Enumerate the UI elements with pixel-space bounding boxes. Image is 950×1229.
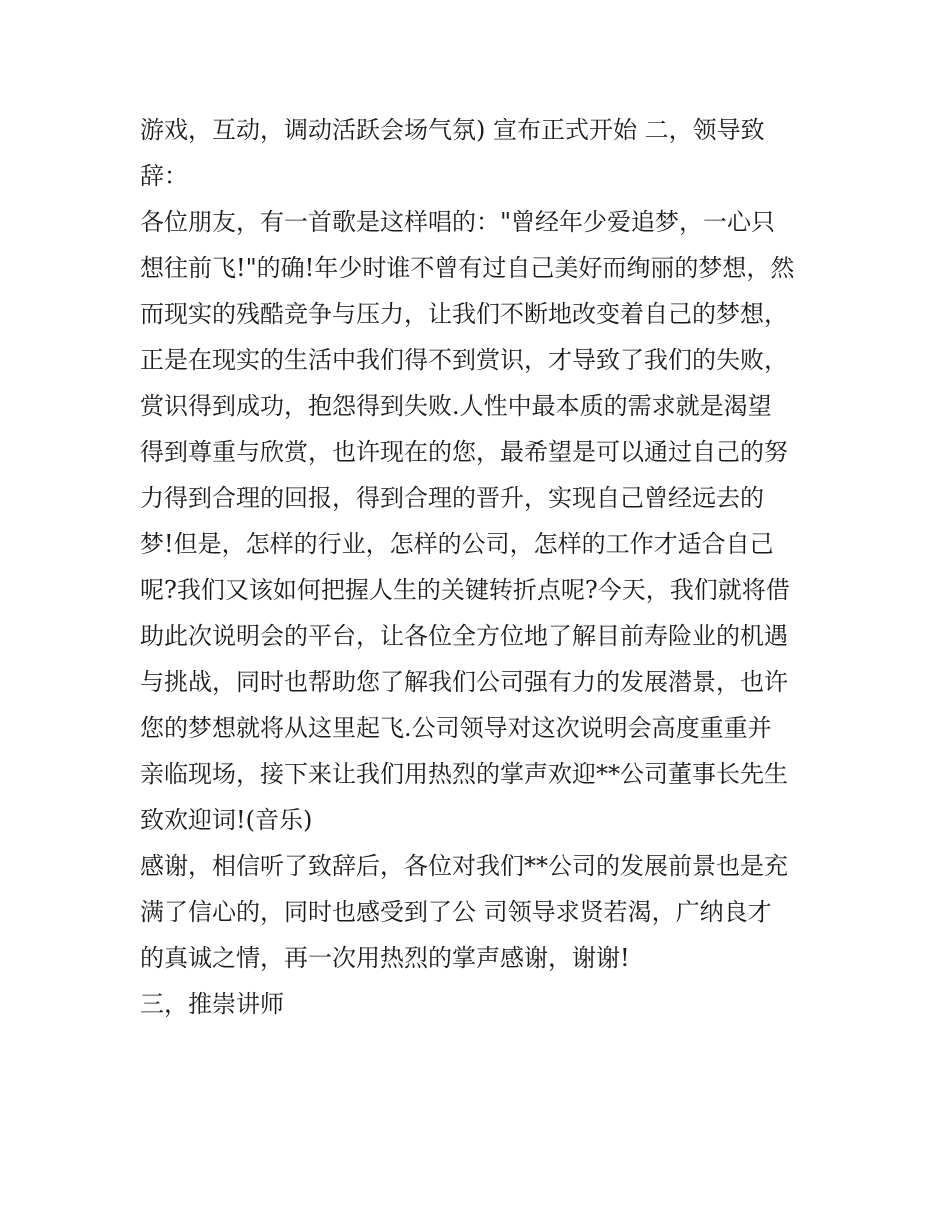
text-line: 助此次说明会的平台，让各位全方位地了解目前寿险业的机遇 — [140, 622, 788, 650]
section-heading — [140, 981, 812, 1027]
text-line: 游戏，互动，调动活跃会场气氛) 宣布正式开始 二，领导致 — [140, 116, 765, 144]
paragraph-intro — [140, 107, 812, 199]
text-line: 各位朋友，有一首歌是这样唱的："曾经年少爱追梦，一心只 — [140, 208, 776, 236]
text-line: 您的梦想就将从这里起飞.公司领导对这次说明会高度重重并 — [140, 714, 772, 742]
text-line: 致欢迎词!(音乐) — [140, 806, 313, 834]
document-body — [140, 107, 812, 1027]
text-line: 与挑战，同时也帮助您了解我们公司强有力的发展潜景，也许 — [140, 668, 788, 696]
text-line: 正是在现实的生活中我们得不到赏识，才导致了我们的失败， — [140, 346, 788, 374]
text-line: 赏识得到成功，抱怨得到失败.人性中最本质的需求就是渴望 — [140, 392, 772, 420]
text-line: 呢?我们又该如何把握人生的关键转折点呢?今天，我们就将借 — [140, 576, 790, 604]
text-line: 满了信心的，同时也感受到了公 司领导求贤若渴，广纳良才 — [140, 898, 772, 926]
text-line: 而现实的残酷竞争与压力，让我们不断地改变着自己的梦想， — [140, 300, 788, 328]
text-line: 的真诚之情，再一次用热烈的掌声感谢，谢谢! — [140, 944, 630, 972]
text-line: 辞： — [140, 162, 188, 190]
text-line: 感谢，相信听了致辞后，各位对我们**公司的发展前景也是充 — [140, 852, 788, 880]
text-line: 得到尊重与欣赏，也许现在的您，最希望是可以通过自己的努 — [140, 438, 788, 466]
paragraph-speech — [140, 199, 812, 843]
text-line: 亲临现场，接下来让我们用热烈的掌声欢迎**公司董事长先生 — [140, 760, 788, 788]
text-line: 想往前飞!"的确!年少时谁不曾有过自己美好而绚丽的梦想，然 — [140, 254, 795, 282]
text-line: 三，推崇讲师 — [140, 990, 284, 1018]
text-line: 力得到合理的回报，得到合理的晋升，实现自己曾经远去的 — [140, 484, 764, 512]
paragraph-thanks — [140, 843, 812, 981]
text-line: 梦!但是，怎样的行业，怎样的公司，怎样的工作才适合自己 — [140, 530, 774, 558]
